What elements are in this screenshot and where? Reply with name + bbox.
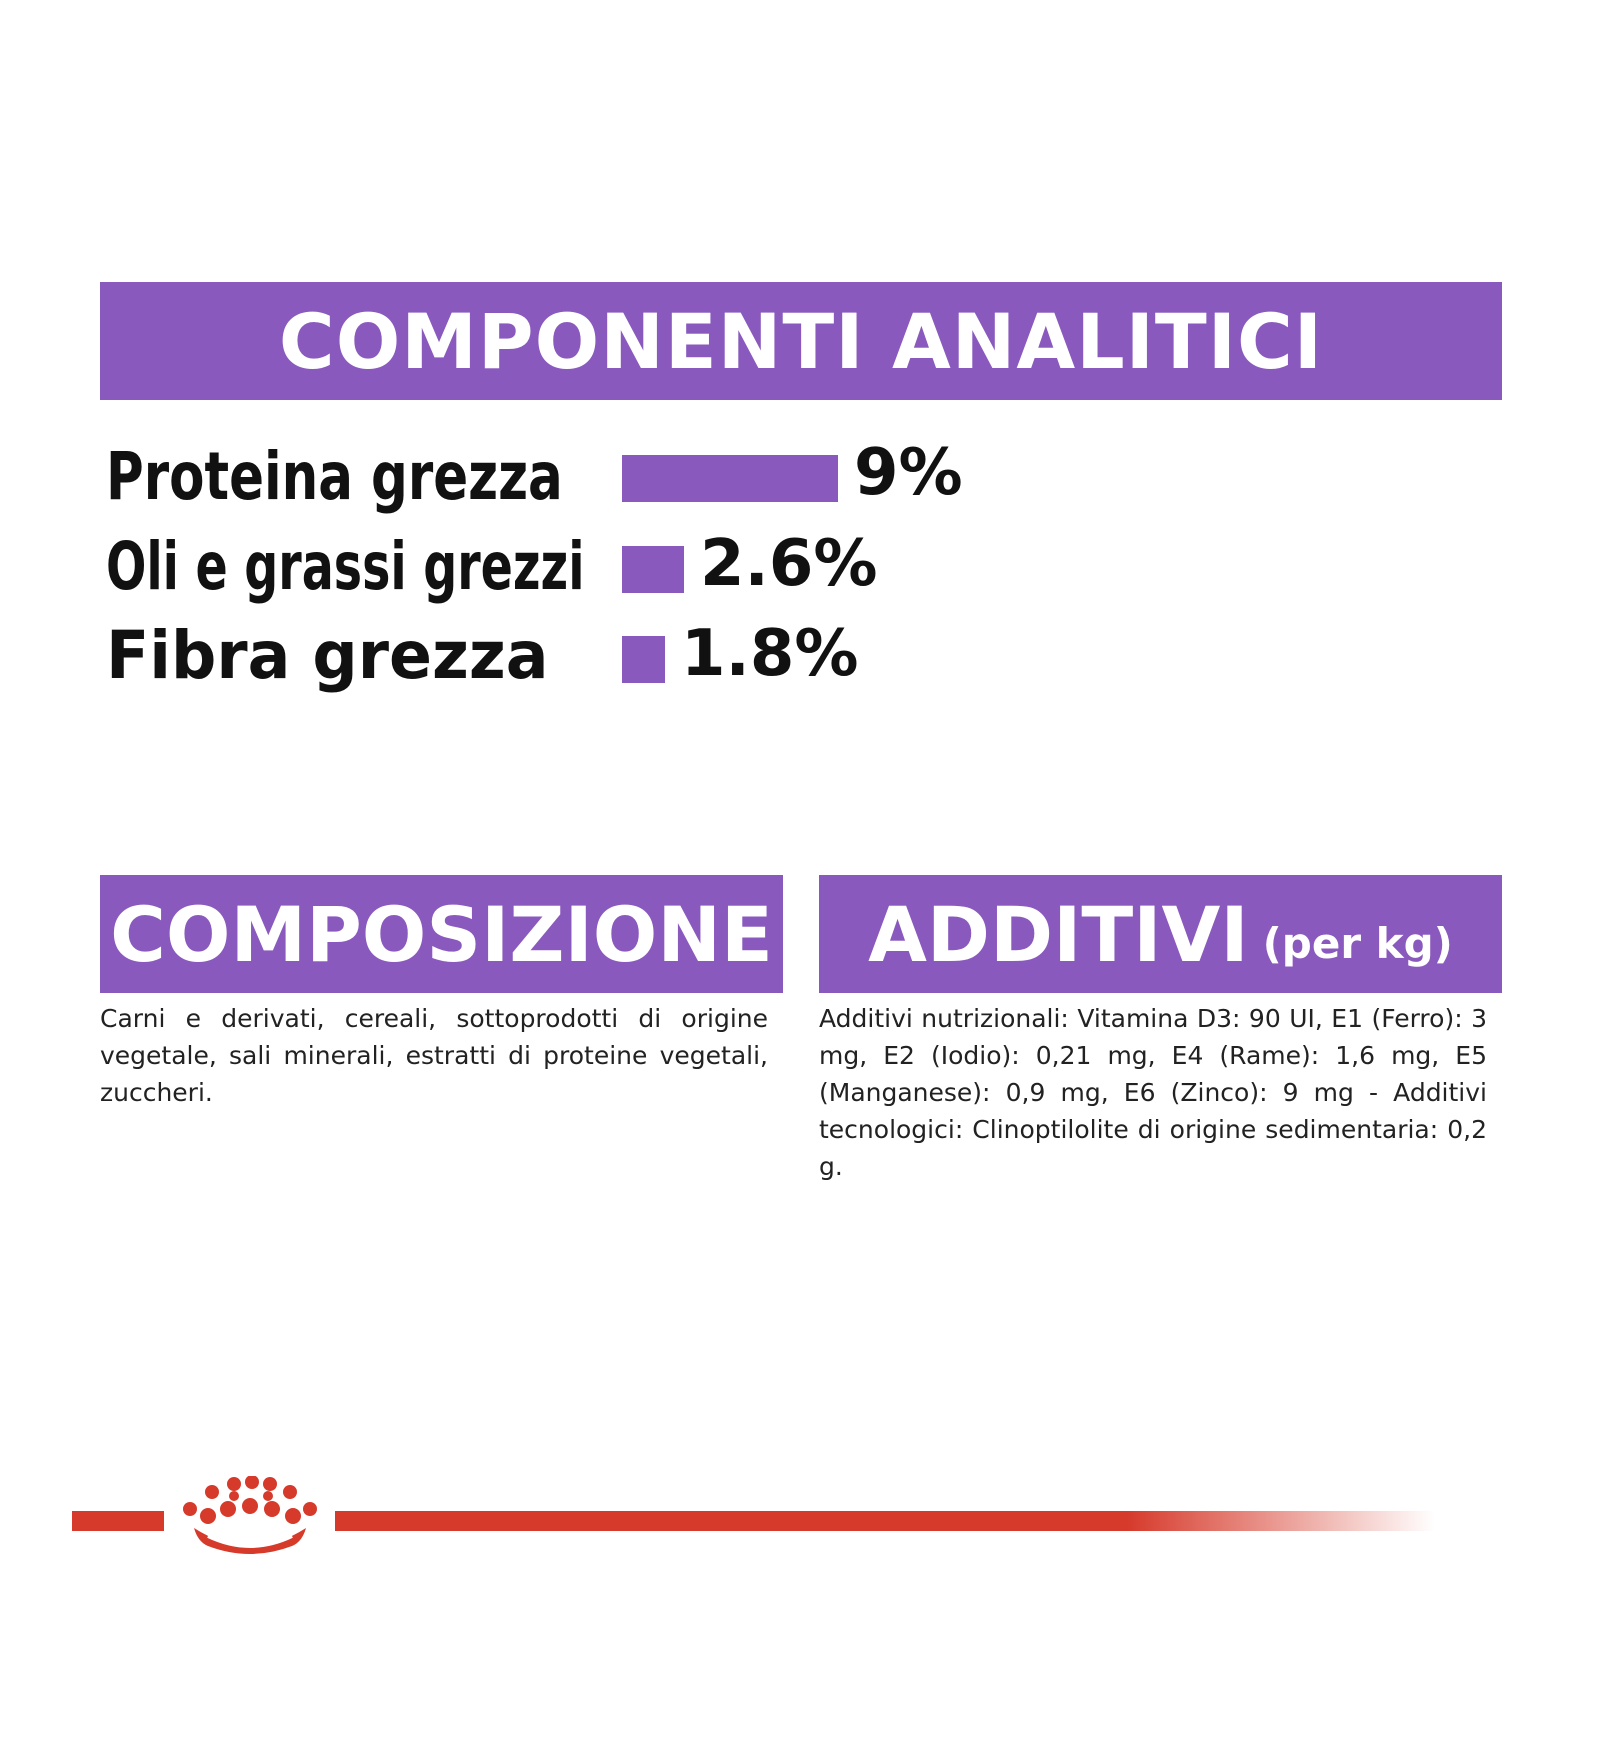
composition-title: COMPOSIZIONE	[110, 889, 773, 979]
brand-line-right	[335, 1511, 1435, 1531]
nutrient-bar-protein	[622, 455, 838, 502]
additives-title: ADDITIVI	[868, 889, 1249, 979]
crown-icon	[172, 1476, 322, 1556]
nutrient-label-fats: Oli e grassi grezzi	[106, 528, 585, 605]
composition-text: Carni e derivati, cereali, sottoprodotti di origine vegetale, sali minerali, estratti di proteine vegetali, zuccheri.	[100, 1004, 768, 1107]
nutrient-value-fiber: 1.8%	[681, 617, 859, 691]
nutrient-label-protein: Proteina grezza	[106, 438, 563, 515]
analytical-components-title: COMPONENTI ANALITICI	[278, 296, 1324, 386]
composition-banner	[100, 875, 783, 993]
nutrient-bar-fiber	[622, 636, 665, 683]
nutrient-value-fats: 2.6%	[700, 527, 878, 601]
nutrient-value-protein: 9%	[854, 436, 963, 510]
additives-banner	[819, 875, 1502, 993]
brand-line-left	[72, 1511, 164, 1531]
nutrient-bar-fats	[622, 546, 684, 593]
nutrient-label-fiber: Fibra grezza	[106, 617, 549, 694]
additives-text: Additivi nutrizionali: Vitamina D3: 90 UI, E1 (Ferro): 3 mg, E2 (Iodio): 0,21 mg, E4 (Rame): 1,6 mg, E5 (Manganese): 0,9 mg, E6 (Zinco): 9 mg - Additivi tecnologici: Clinoptilolite di origine sedimentaria: 0,2 g.	[819, 1004, 1487, 1181]
additives-unit: (per kg)	[1262, 918, 1453, 968]
analytical-components-banner	[100, 282, 1502, 400]
